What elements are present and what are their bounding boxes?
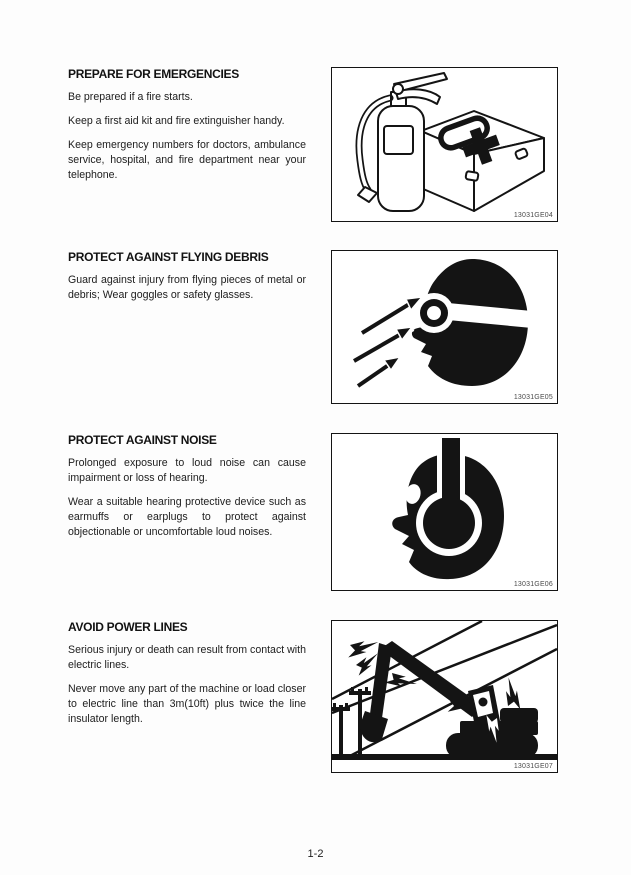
ear-protection-earmuffs-icon bbox=[332, 434, 557, 590]
figure-fire-extinguisher-first-aid bbox=[331, 67, 558, 222]
figure-code: 13031GE06 bbox=[513, 581, 553, 588]
section-text-column bbox=[68, 433, 306, 549]
figure-code: 13031GE07 bbox=[513, 763, 553, 770]
fire-extinguisher-and-first-aid-kit-icon bbox=[332, 68, 557, 221]
paragraph: Serious injury or death can result from contact with electric lines. bbox=[68, 644, 306, 671]
page-number: 1-2 bbox=[307, 848, 324, 860]
section-text-column bbox=[68, 250, 306, 312]
paragraph: Wear a suitable hearing protective device such as earmuffs or earplugs to protect against objectionable or uncomfortable loud noises. bbox=[68, 496, 306, 538]
eye-protection-goggles-icon bbox=[332, 251, 557, 403]
section-heading: PROTECT AGAINST FLYING DEBRIS bbox=[68, 250, 269, 264]
section-heading: PROTECT AGAINST NOISE bbox=[68, 433, 217, 447]
paragraph: Keep emergency numbers for doctors, ambulance service, hospital, and fire department near your telephone. bbox=[68, 139, 306, 181]
excavator-power-line-hazard-icon bbox=[332, 621, 557, 772]
figure-eye-protection bbox=[331, 250, 558, 404]
section-heading: PREPARE FOR EMERGENCIES bbox=[68, 67, 239, 81]
figure-code: 13031GE05 bbox=[513, 394, 553, 401]
section-heading: AVOID POWER LINES bbox=[68, 620, 188, 634]
paragraph: Keep a first aid kit and fire extinguisher handy. bbox=[68, 115, 285, 127]
figure-ear-protection bbox=[331, 433, 558, 591]
section-text-column bbox=[68, 67, 306, 192]
figure-power-line-hazard bbox=[331, 620, 558, 773]
figure-code: 13031GE04 bbox=[513, 212, 553, 219]
paragraph: Guard against injury from flying pieces of metal or debris; Wear goggles or safety glasses. bbox=[68, 274, 306, 301]
section-text-column bbox=[68, 620, 306, 736]
paragraph: Be prepared if a fire starts. bbox=[68, 91, 193, 103]
paragraph: Never move any part of the machine or load closer to electric line than 3m(10ft) plus twice the line insulator length. bbox=[68, 683, 306, 725]
paragraph: Prolonged exposure to loud noise can cause impairment or loss of hearing. bbox=[68, 457, 306, 484]
